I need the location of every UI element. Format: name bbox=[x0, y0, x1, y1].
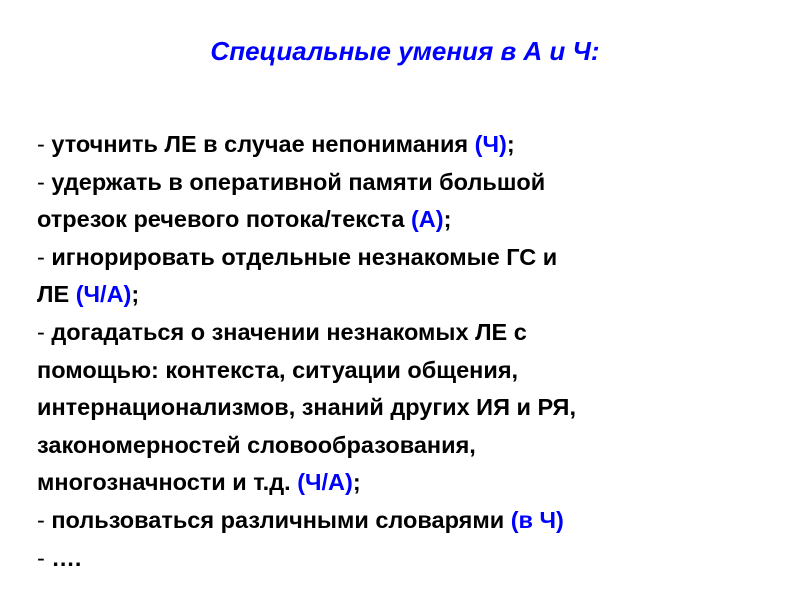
skill-mode-label: (Ч/А) bbox=[75, 281, 132, 308]
list-item bbox=[37, 314, 777, 352]
skill-mode-label: (Ч) bbox=[474, 131, 507, 157]
bullet-dash: - bbox=[37, 243, 52, 270]
list-item-continuation bbox=[37, 276, 777, 314]
bullet-dash: - bbox=[37, 544, 52, 571]
slide-title: Специальные умения в А и Ч: bbox=[210, 36, 600, 66]
item-text: игнорировать отдельные незнакомые ГС и bbox=[51, 243, 558, 270]
item-punctuation: ; bbox=[352, 469, 361, 496]
bullet-dash: - bbox=[37, 131, 52, 157]
item-text: отрезок речевого потока/текста bbox=[37, 206, 411, 233]
item-text: …. bbox=[51, 544, 82, 571]
item-text: пользоваться различными словарями bbox=[51, 506, 511, 533]
skill-mode-label: (в Ч) bbox=[510, 506, 564, 533]
list-item bbox=[37, 164, 777, 202]
skill-mode-label: (А) bbox=[410, 206, 444, 233]
item-text: помощью: контекста, ситуации общения, bbox=[37, 356, 519, 383]
item-text: догадаться о значении незнакомых ЛЕ с bbox=[51, 318, 527, 345]
item-punctuation: ; bbox=[506, 131, 515, 157]
item-punctuation: ; bbox=[131, 281, 140, 308]
bullet-dash: - bbox=[37, 318, 52, 345]
item-punctuation: ; bbox=[443, 206, 452, 233]
item-text: ЛЕ bbox=[37, 281, 76, 308]
item-text: удержать в оперативной памяти большой bbox=[51, 168, 546, 195]
item-text: многозначности и т.д. bbox=[37, 469, 298, 496]
list-item bbox=[37, 502, 777, 540]
list-item-continuation bbox=[37, 352, 777, 390]
list-item-continuation bbox=[37, 201, 777, 239]
item-text: уточнить ЛЕ в случае непонимания bbox=[51, 131, 475, 157]
list-item bbox=[37, 126, 777, 164]
list-item bbox=[37, 540, 777, 578]
bullet-dash: - bbox=[37, 168, 52, 195]
item-text: закономерностей словообразования, bbox=[37, 431, 476, 458]
item-text: интернационализмов, знаний других ИЯ и РЯ, bbox=[37, 394, 576, 421]
skills-list bbox=[37, 126, 777, 577]
list-item-continuation bbox=[37, 427, 777, 465]
list-item-continuation bbox=[37, 389, 777, 427]
skill-mode-label: (Ч/А) bbox=[297, 469, 353, 496]
list-item bbox=[37, 239, 777, 277]
bullet-dash: - bbox=[37, 506, 52, 533]
list-item-continuation bbox=[37, 464, 777, 502]
